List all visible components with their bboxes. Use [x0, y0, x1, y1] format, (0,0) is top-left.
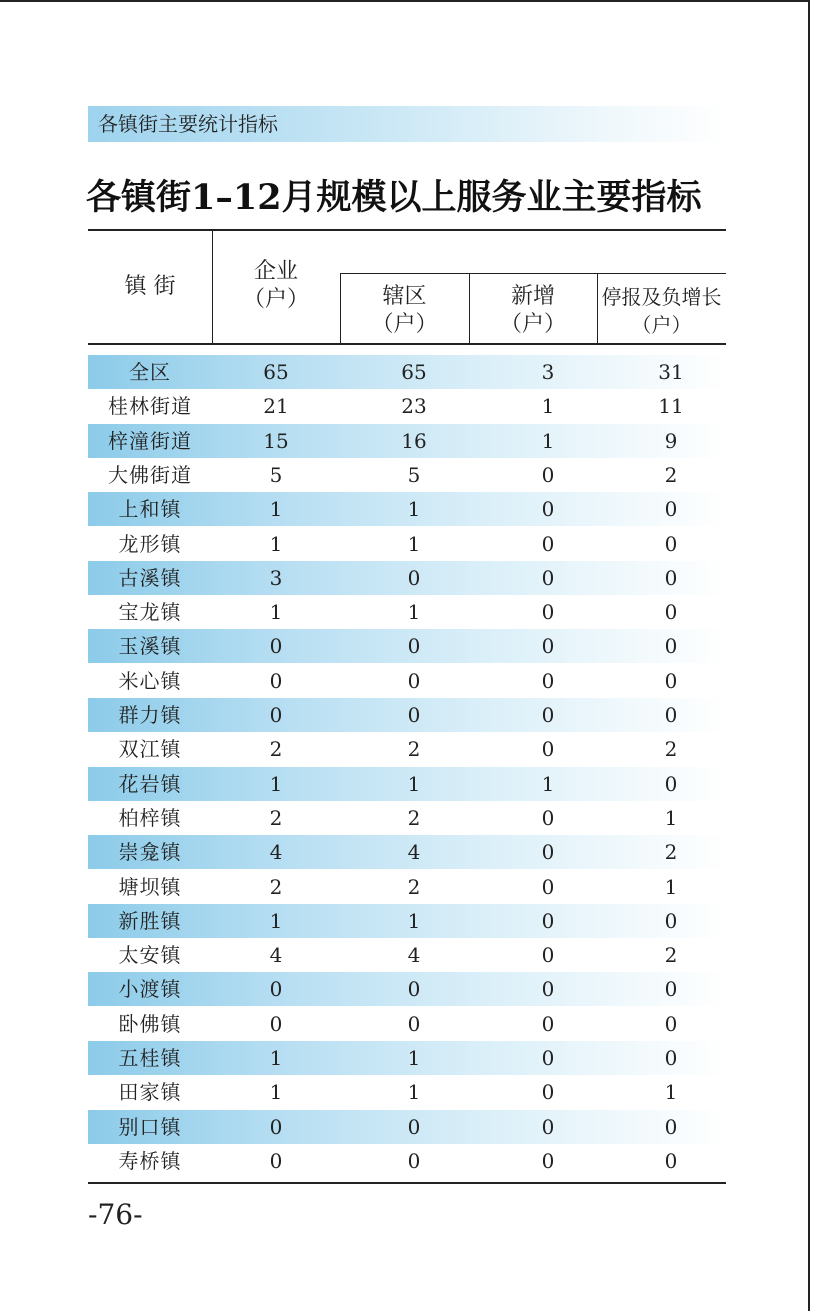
cell-new-added: 0 — [541, 531, 555, 556]
cell-reported-negative: 0 — [664, 634, 678, 659]
cell-reported-negative: 0 — [664, 600, 678, 625]
table-row — [88, 870, 726, 904]
cell-enterprise: 3 — [269, 565, 283, 590]
cell-town: 卧佛镇 — [118, 1011, 182, 1036]
table-row — [88, 389, 726, 423]
cell-town: 柏梓镇 — [118, 805, 182, 830]
cell-new-added: 0 — [541, 1046, 555, 1070]
cell-enterprise: 4 — [269, 943, 283, 968]
page-title: 各镇街1–12月规模以上服务业主要指标 — [86, 177, 702, 218]
cell-new-added: 0 — [541, 1148, 555, 1173]
cell-reported-negative: 0 — [664, 977, 678, 1002]
table-row — [88, 561, 726, 595]
cell-new-added: 0 — [541, 943, 555, 968]
cell-town: 古溪镇 — [118, 565, 182, 590]
table-row — [88, 629, 726, 663]
cell-reported-negative: 0 — [664, 531, 678, 556]
cell-enterprise: 65 — [263, 360, 289, 384]
cell-enterprise: 0 — [269, 977, 283, 1002]
cell-enterprise: 1 — [269, 600, 283, 625]
table-row — [88, 904, 726, 938]
cell-jurisdiction: 2 — [407, 737, 421, 762]
cell-town: 米心镇 — [118, 668, 182, 693]
cell-town: 别口镇 — [118, 1114, 182, 1139]
cell-enterprise: 1 — [269, 1046, 283, 1070]
table-row — [88, 938, 726, 972]
cell-jurisdiction: 16 — [401, 428, 427, 453]
table-top-rule — [88, 229, 726, 231]
header-new-added-unit: （户） — [499, 312, 566, 337]
cell-jurisdiction: 0 — [407, 634, 421, 659]
cell-town: 寿桥镇 — [118, 1148, 182, 1173]
header-jurisdiction — [340, 283, 469, 339]
cell-town: 太安镇 — [118, 943, 182, 968]
cell-reported-negative: 0 — [664, 703, 678, 727]
cell-reported-negative: 9 — [664, 428, 678, 453]
cell-enterprise: 1 — [269, 531, 283, 556]
table-row — [88, 1144, 726, 1178]
cell-jurisdiction: 1 — [407, 1080, 421, 1105]
cell-new-added: 0 — [541, 908, 555, 933]
header-subgroup-rule — [340, 273, 726, 274]
cell-jurisdiction: 4 — [407, 840, 421, 865]
cell-reported-negative: 0 — [664, 1114, 678, 1139]
cell-new-added: 0 — [541, 462, 555, 487]
cell-reported-negative: 0 — [664, 1011, 678, 1036]
cell-new-added: 0 — [541, 1080, 555, 1105]
cell-new-added: 0 — [541, 737, 555, 762]
cell-town: 大佛街道 — [108, 462, 192, 487]
table-row — [88, 527, 726, 561]
cell-reported-negative: 2 — [664, 943, 678, 968]
table-row — [88, 664, 726, 698]
table-row — [88, 1075, 726, 1109]
header-enterprise-label: 企业 — [253, 259, 298, 284]
cell-new-added: 3 — [541, 360, 555, 384]
cell-reported-negative: 0 — [664, 668, 678, 693]
header-reported-negative-unit: （户） — [631, 313, 692, 337]
cell-enterprise: 2 — [269, 737, 283, 762]
header-new-added-label: 新增 — [510, 284, 555, 309]
table-row — [88, 767, 726, 801]
cell-new-added: 0 — [541, 1114, 555, 1139]
table-row — [88, 835, 726, 869]
cell-town: 崇龛镇 — [118, 840, 182, 865]
table-row — [88, 1041, 726, 1075]
cell-reported-negative: 31 — [658, 360, 684, 384]
cell-reported-negative: 1 — [664, 805, 678, 830]
table-row — [88, 1007, 726, 1041]
cell-jurisdiction: 2 — [407, 805, 421, 830]
cell-enterprise: 0 — [269, 1114, 283, 1139]
cell-jurisdiction: 65 — [401, 360, 427, 384]
cell-new-added: 0 — [541, 703, 555, 727]
cell-jurisdiction: 1 — [407, 771, 421, 796]
cell-jurisdiction: 0 — [407, 565, 421, 590]
cell-enterprise: 15 — [263, 428, 289, 453]
cell-town: 龙形镇 — [118, 531, 182, 556]
table-bottom-rule — [88, 1182, 726, 1184]
cell-enterprise: 1 — [269, 497, 283, 522]
table-row — [88, 698, 726, 732]
section-banner: 各镇街主要统计指标 — [88, 106, 728, 142]
cell-town: 宝龙镇 — [118, 600, 182, 625]
header-reported-negative-label: 停报及负增长 — [601, 285, 722, 309]
cell-reported-negative: 2 — [664, 737, 678, 762]
cell-jurisdiction: 1 — [407, 1046, 421, 1070]
table-row — [88, 801, 726, 835]
cell-town: 田家镇 — [118, 1080, 182, 1105]
cell-town: 双江镇 — [118, 737, 182, 762]
cell-new-added: 0 — [541, 1011, 555, 1036]
cell-town: 玉溪镇 — [118, 634, 182, 659]
header-town: 镇 街 — [124, 274, 176, 299]
cell-enterprise: 4 — [269, 840, 283, 865]
header-enterprise-unit: （户） — [242, 287, 309, 312]
cell-new-added: 0 — [541, 565, 555, 590]
cell-reported-negative: 11 — [658, 394, 684, 419]
cell-jurisdiction: 5 — [407, 462, 421, 487]
cell-enterprise: 2 — [269, 874, 283, 899]
cell-jurisdiction: 0 — [407, 1114, 421, 1139]
cell-new-added: 0 — [541, 805, 555, 830]
cell-jurisdiction: 2 — [407, 874, 421, 899]
table-row — [88, 595, 726, 629]
cell-new-added: 0 — [541, 668, 555, 693]
cell-reported-negative: 0 — [664, 497, 678, 522]
table-row — [88, 458, 726, 492]
cell-town: 五桂镇 — [118, 1046, 182, 1070]
cell-town: 花岩镇 — [118, 771, 182, 796]
cell-reported-negative: 2 — [664, 462, 678, 487]
cell-town: 上和镇 — [118, 497, 182, 522]
cell-reported-negative: 2 — [664, 840, 678, 865]
cell-jurisdiction: 1 — [407, 531, 421, 556]
cell-town: 全区 — [129, 360, 171, 384]
cell-town: 小渡镇 — [118, 977, 182, 1002]
cell-jurisdiction: 23 — [401, 394, 427, 419]
cell-new-added: 0 — [541, 634, 555, 659]
cell-town: 梓潼街道 — [108, 428, 192, 453]
cell-jurisdiction: 0 — [407, 1011, 421, 1036]
cell-new-added: 0 — [541, 840, 555, 865]
cell-reported-negative: 0 — [664, 908, 678, 933]
cell-jurisdiction: 0 — [407, 1148, 421, 1173]
cell-reported-negative: 1 — [664, 874, 678, 899]
cell-enterprise: 5 — [269, 462, 283, 487]
cell-enterprise: 0 — [269, 1148, 283, 1173]
cell-jurisdiction: 0 — [407, 977, 421, 1002]
cell-new-added: 0 — [541, 874, 555, 899]
cell-jurisdiction: 1 — [407, 497, 421, 522]
cell-enterprise: 21 — [263, 394, 289, 419]
cell-new-added: 0 — [541, 497, 555, 522]
cell-jurisdiction: 1 — [407, 600, 421, 625]
cell-town: 桂林街道 — [108, 394, 192, 419]
cell-enterprise: 0 — [269, 634, 283, 659]
cell-reported-negative: 0 — [664, 1148, 678, 1173]
table-row — [88, 732, 726, 766]
cell-enterprise: 1 — [269, 771, 283, 796]
page-number: -76- — [88, 1198, 143, 1231]
cell-town: 塘坝镇 — [118, 874, 182, 899]
cell-reported-negative: 0 — [664, 1046, 678, 1070]
cell-new-added: 0 — [541, 977, 555, 1002]
cell-new-added: 1 — [541, 394, 555, 419]
cell-enterprise: 1 — [269, 908, 283, 933]
table-header-rule — [88, 343, 726, 345]
cell-town: 新胜镇 — [118, 908, 182, 933]
cell-jurisdiction: 0 — [407, 703, 421, 727]
table-row — [88, 1110, 726, 1144]
cell-reported-negative: 0 — [664, 565, 678, 590]
cell-new-added: 0 — [541, 600, 555, 625]
cell-enterprise: 0 — [269, 668, 283, 693]
cell-jurisdiction: 4 — [407, 943, 421, 968]
cell-enterprise: 2 — [269, 805, 283, 830]
cell-enterprise: 1 — [269, 1080, 283, 1105]
cell-new-added: 1 — [541, 771, 555, 796]
table-row — [88, 355, 726, 389]
table-row — [88, 972, 726, 1006]
cell-jurisdiction: 1 — [407, 908, 421, 933]
header-new-added — [469, 283, 597, 339]
header-jurisdiction-unit: （户） — [371, 312, 438, 337]
header-enterprise — [212, 258, 340, 314]
cell-town: 群力镇 — [118, 703, 182, 727]
header-jurisdiction-label: 辖区 — [382, 284, 427, 309]
cell-jurisdiction: 0 — [407, 668, 421, 693]
cell-new-added: 1 — [541, 428, 555, 453]
cell-reported-negative: 1 — [664, 1080, 678, 1105]
table-row — [88, 492, 726, 526]
cell-enterprise: 0 — [269, 1011, 283, 1036]
header-reported-negative — [597, 283, 726, 339]
cell-reported-negative: 0 — [664, 771, 678, 796]
table-row — [88, 424, 726, 458]
cell-enterprise: 0 — [269, 703, 283, 727]
